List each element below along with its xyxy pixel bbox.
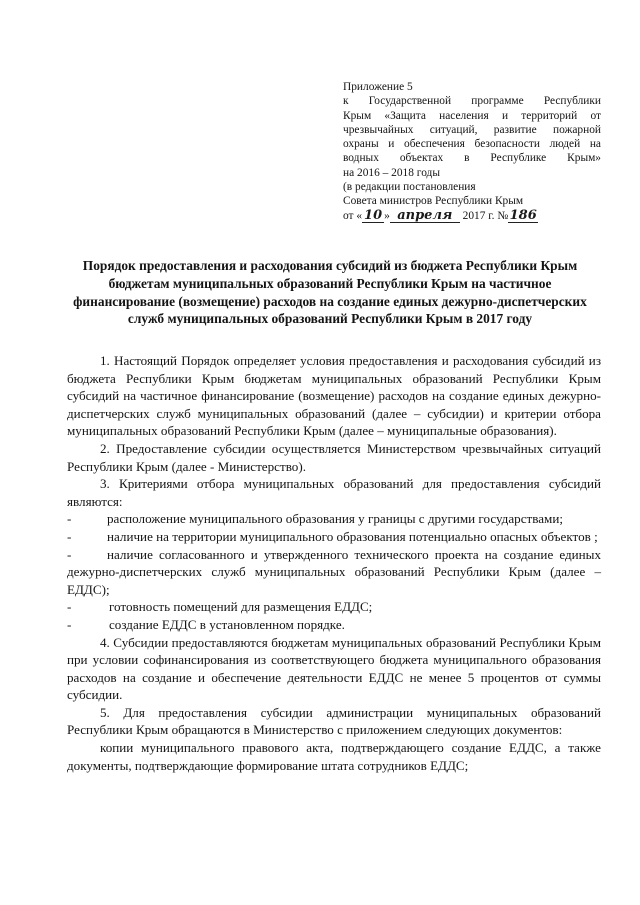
annex-header [343,80,601,223]
annex-line: (в редакции постановления [343,181,476,194]
paragraph-1: 1. Настоящий Порядок определяет условия предоставления и расходования субсидий из бюджета Республики Крым бюджетам муниципальных образований Республики Крым субсидий на частичное финансирование (возмещение) расходов на создание единых дежурно-диспетчерских служб муниципальных образований (далее – субсидии) и критерии отбора муниципальных образований Республики Крым (далее – муниципальные образования). [67,353,601,439]
annex-line: Приложение 5 [343,81,413,93]
annex-line: охраны и обеспечения безопасности людей на [343,138,601,151]
date-year: 2017 г. № [462,209,509,222]
handwritten-number: 186 [509,207,537,223]
paragraph-4: 4. Субсидии предоставляются бюджетам муниципальных образований Республики Крым при условии софинансирования из соответствующего бюджета муниципального образования расходов на создание и обеспечение деятельности ЕДДС не менее 5 процентов от суммы субсидии. [67,634,601,703]
annex-line: к Государственной программе Республики [343,95,601,108]
date-prefix: от « [343,209,363,222]
bullet-dash: - [67,528,72,544]
bullet-dash: - [67,511,72,527]
paragraph-2: 2. Предоставление субсидии осуществляется Министерством чрезвычайных ситуаций Республики Крым (далее - Министерство). [67,440,601,474]
criteria-item: - готовность помещений для размещения ЕДДС; [67,599,373,615]
annex-line: Крым «Защита населения и территорий от [343,109,601,122]
criteria-item: - создание ЕДДС в установленном порядке. [67,616,345,632]
decree-date-line [343,209,601,223]
date-mid: » [384,209,390,222]
annex-line: на 2016 – 2018 годы [343,166,441,179]
handwritten-day: 10 [364,207,383,223]
paragraph-3: 3. Критериями отбора муниципальных образований для предоставления субсидий являются: [67,476,601,509]
criteria-item: - наличие согласованного и утвержденного технического проекта на создание единых дежурно-диспетчерских служб муниципальных образований Республики Крым (далее – ЕДДС); [67,546,601,597]
paragraph-5: 5. Для предоставления субсидии администрации муниципальных образований Республики Крым обращаются в Министерство с приложением следующих документов: [67,704,601,738]
document-title: Порядок предоставления и расходования субсидий из бюджета Республики Крым бюджетам муниципальных образований Республики Крым на частичное финансирование (возмещение) расходов на создание единых дежурно-диспетчерских служб муниципальных образований Республики Крым в 2017 году [73,258,587,327]
handwritten-month: апреля [390,210,460,223]
bullet-dash: - [67,546,72,562]
criteria-item: - расположение муниципального образования у границы с другими государствами; [67,511,563,527]
criteria-item: - наличие на территории муниципального образования потенциально опасных объектов ; [67,528,598,544]
annex-line: водных объектах в Республике Крым» [343,152,601,165]
paragraph-6: копии муниципального правового акта, подтверждающего создание ЕДДС, а также документы, подтверждающие формирование штата сотрудников ЕДДС; [67,740,601,773]
annex-line: чрезвычайных ситуаций, развитие пожарной [343,123,601,136]
bullet-dash: - [67,599,72,615]
annex-line: Совета министров Республики Крым [343,195,524,208]
bullet-dash: - [67,616,72,632]
document-body [67,352,601,774]
